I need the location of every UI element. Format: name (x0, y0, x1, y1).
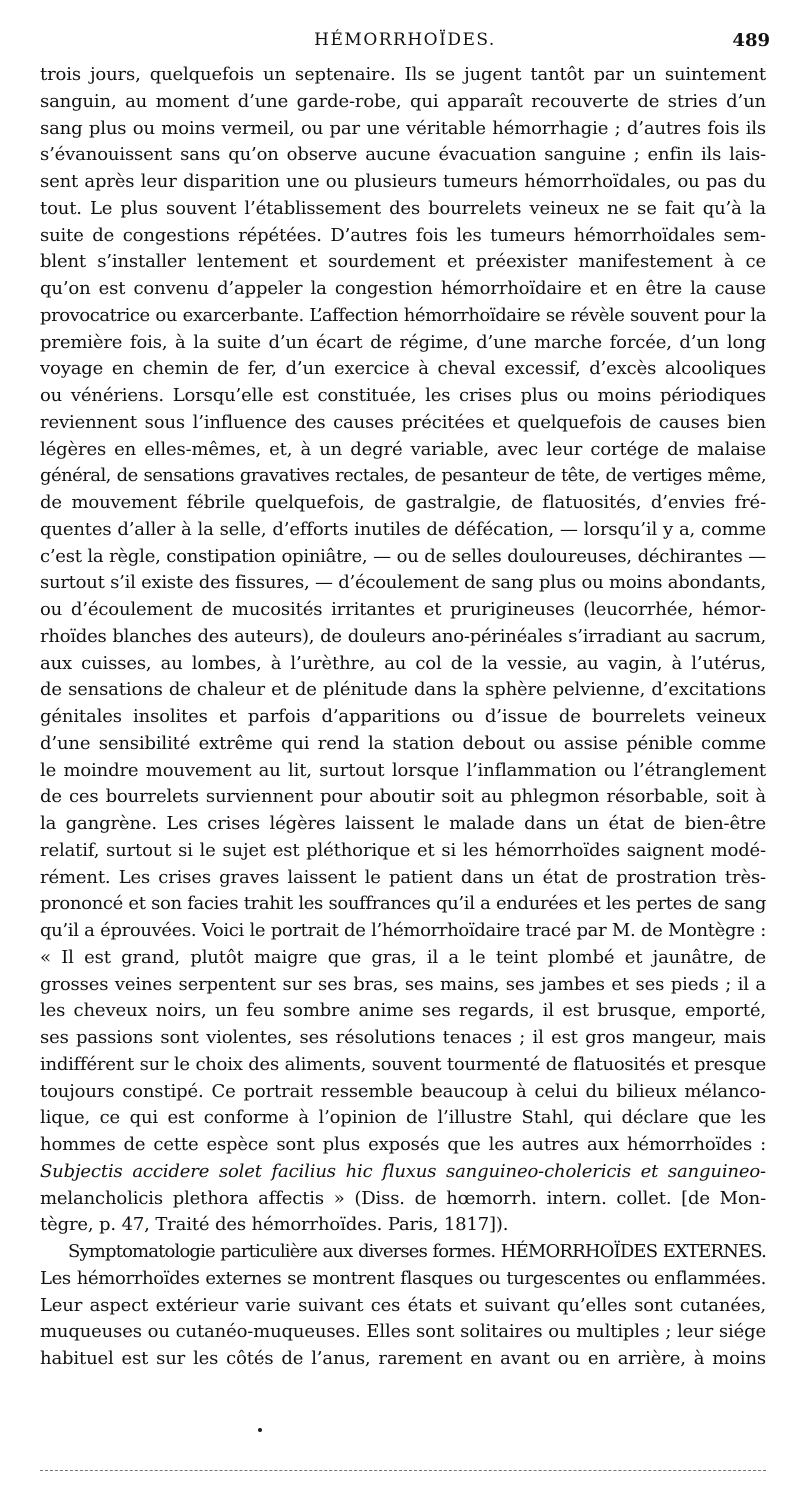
page-number: 489 (732, 30, 770, 51)
citation-line: tègre, p. 47, Traité des hémorrhoïdes. Paris, 1817]). (40, 1214, 509, 1236)
text-line: le moindre mouvement au lit, surtout lorsque l’inflammation ou l’étranglement (40, 759, 766, 781)
text-line: voyage en chemin de fer, d’un exercice à cheval excessif, d’excès alcooliques (40, 358, 766, 380)
text-line: de mouvement fébrile quelquefois, de gastralgie, de flatuosités, d’envies fré- (40, 492, 766, 513)
quote-line: « Il est grand, plutôt maigre que gras, il a le teint plombé et jaunâtre, de (40, 946, 766, 968)
text-line: aux cuisses, au lombes, à l’urèthre, au col de la vessie, au vagin, à l’utérus, (40, 652, 766, 674)
text-line: de sensations de chaleur et de plénitude dans la sphère pelvienne, d’excitations (40, 679, 766, 701)
quote-line: indifférent sur le choix des aliments, souvent tourmenté de flatuosités et presque (40, 1053, 766, 1075)
quote-line: les cheveux noirs, un feu sombre anime ses regards, il est brusque, emporté, (40, 1000, 766, 1022)
text-line: relatif, surtout si le sujet est pléthorique et si les hémorrhoïdes saignent modé- (40, 839, 766, 861)
text-line: prononcé et son facies trahit les souffrances qu’il a endurées et les pertes de sang (40, 893, 766, 915)
text-line: habituel est sur les côtés de l’anus, rarement en avant ou en arrière, à moins (40, 1348, 766, 1369)
text-line: qu’on est convenu d’appeler la congestion hémorrhoïdaire et en être la cause (40, 278, 766, 299)
text-line: première fois, à la suite d’un écart de régime, d’une marche forcée, d’un long (40, 331, 766, 353)
citation-line: melancholicis plethora affectis » (Diss. de hœmorrh. intern. collet. [de Mon- (40, 1187, 766, 1209)
footer-rule (40, 1470, 766, 1471)
text-line: sent après leur disparition une ou plusieurs tumeurs hémorrhoïdales, ou pas du (40, 171, 766, 192)
text-line: sang plus ou moins vermeil, ou par une véritable hémorrhagie ; d’autres fois ils (40, 117, 766, 139)
text-line: sanguin, au moment d’une garde-robe, qui apparaît recouverte de stries d’un (40, 90, 766, 112)
text-line: qu’il a éprouvées. Voici le portrait de l’hémorrhoïdaire tracé par M. de Montègre : (40, 920, 766, 941)
text-line: tout. Le plus souvent l’établissement des bourrelets veineux ne se fait qu’à la (40, 197, 766, 219)
text-line: légères en elles-mêmes, et, à un degré variable, avec leur cortége de malaise (40, 438, 766, 460)
quote-line: toujours constipé. Ce portrait ressemble beaucoup à celui du bilieux mélanco- (40, 1080, 766, 1102)
text-line: rément. Les crises graves laissent le patient dans un état de prostration très- (40, 866, 766, 888)
text-line: ou d’écoulement de mucosités irritantes et prurigineuses (leucorrhée, hémor- (40, 599, 766, 620)
text-line: de ces bourrelets surviennent pour aboutir soit au phlegmon résorbable, soit à (40, 786, 766, 808)
text-line: blent s’installer lentement et sourdement et préexister manifestement à ce (40, 251, 766, 273)
text-line: la gangrène. Les crises légères laissent le malade dans un état de bien-être (40, 813, 766, 834)
text-line: général, de sensations gravatives rectales, de pesanteur de tête, de vertiges même, (40, 465, 766, 487)
text-line: reviennent sous l’influence des causes précitées et quelquefois de causes bien (40, 411, 766, 433)
text-line: muqueuses ou cutanéo-muqueuses. Elles sont solitaires ou multiples ; leur siége (40, 1321, 766, 1343)
latin-quote-line: Subjectis accidere solet facilius hic fluxus sanguineo-cholericis et sanguineo- (40, 1160, 766, 1182)
quote-line: ses passions sont violentes, ses résolutions tenaces ; il est gros mangeur, mais (40, 1027, 766, 1048)
ink-speck (258, 1428, 262, 1432)
text-line: Les hémorrhoïdes externes se montrent flasques ou turgescentes ou enflammées. (40, 1267, 766, 1289)
text-line: provocatrice ou exarcerbante. L’affection hémorrhoïdaire se révèle souvent pour la (40, 304, 766, 326)
quote-line: grosses veines serpentent sur ses bras, ses mains, ses jambes et ses pieds ; il a (40, 973, 766, 995)
running-title: HÉMORRHOÏDES. (314, 30, 496, 50)
quote-line: lique, ce qui est conforme à l’opinion de l’illustre Stahl, qui déclare que les (40, 1107, 766, 1129)
text-line: trois jours, quelquefois un septenaire. Ils se jugent tantôt par un suintement (40, 64, 766, 85)
text-line: génitales insolites et parfois d’apparitions ou d’issue de bourrelets veineux (40, 706, 766, 727)
text-line: suite de congestions répétées. D’autres fois les tumeurs hémorrhoïdales sem- (40, 224, 766, 246)
body-text (40, 62, 766, 1373)
section-heading-line: Symptomatologie particulière aux diverses formes. HÉMORRHOÏDES EXTERNES. (68, 1241, 766, 1262)
text-line: surtout s’il existe des fissures, — d’écoulement de sang plus ou moins abondants, (40, 572, 766, 594)
text-line: ou vénériens. Lorsqu’elle est constituée, les crises plus ou moins périodiques (40, 385, 766, 406)
page-header (40, 30, 770, 60)
text-line: Leur aspect extérieur varie suivant ces états et suivant qu’elles sont cutanées, (40, 1294, 766, 1316)
text-line: d’une sensibilité extrême qui rend la station debout ou assise pénible comme (40, 732, 766, 754)
text-line: s’évanouissent sans qu’on observe aucune évacuation sanguine ; enfin ils lais- (40, 144, 766, 166)
quote-line: hommes de cette espèce sont plus exposés que les autres aux hémorrhoïdes : (40, 1134, 766, 1155)
text-line: rhoïdes blanches des auteurs), de douleurs ano-périnéales s’irradiant au sacrum, (40, 625, 766, 647)
text-line: c’est la règle, constipation opiniâtre, — ou de selles douloureuses, déchirantes — (40, 545, 766, 567)
text-line: quentes d’aller à la selle, d’efforts inutiles de défécation, — lorsqu’il y a, comme (40, 518, 766, 540)
